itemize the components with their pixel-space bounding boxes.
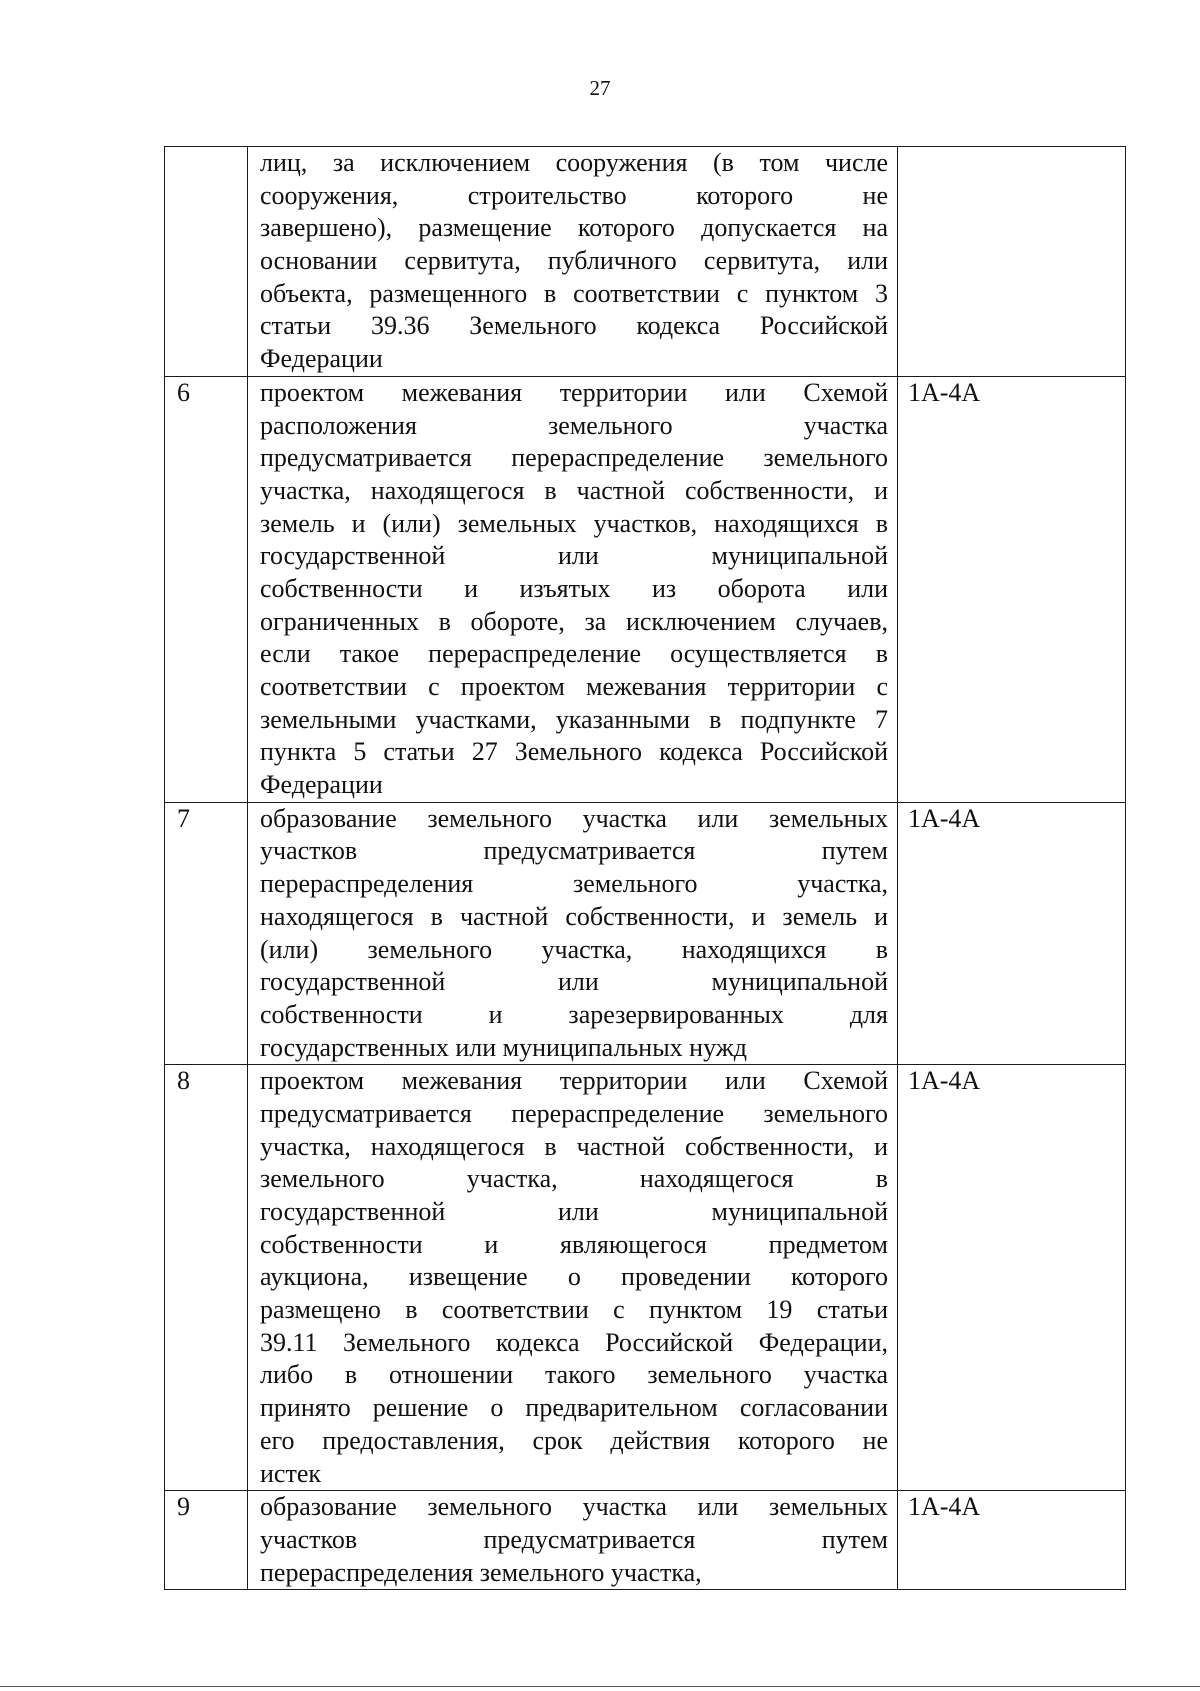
description-line: образование земельного участка или земельных: [260, 1492, 888, 1522]
description-line: государственных или муниципальных нужд: [260, 1032, 747, 1062]
description-line: проектом межевания территории или Схемой: [260, 377, 888, 407]
table-row: [165, 147, 1126, 377]
description-line: его предоставления, срок действия которого не: [260, 1425, 888, 1455]
description-line: собственности и изъятых из оборота или: [260, 573, 888, 603]
description-line: участков предусматривается путем: [260, 1524, 888, 1554]
description-line: сооружения, строительство которого не: [260, 180, 888, 210]
description-line: лиц, за исключением сооружения (в том числе: [260, 148, 888, 177]
description-line: земельными участками, указанными в подпункте 7: [260, 704, 888, 734]
description-line: перераспределения земельного участка,: [260, 1557, 702, 1587]
description-line: государственной или муниципальной: [260, 1197, 888, 1226]
row-number-cell: [165, 802, 248, 1065]
description-line: завершено), размещение которого допускается на: [260, 213, 888, 243]
table-body: [165, 147, 1126, 1590]
document-table: [164, 146, 1126, 1590]
row-code: 1А-4А: [908, 803, 981, 833]
description-line: объекта, размещенного в соответствии с пунктом 3: [260, 278, 888, 308]
table-row: [165, 376, 1126, 802]
description-line: перераспределения земельного участка,: [260, 869, 888, 899]
row-number-cell: [165, 1491, 248, 1590]
description-line: (или) земельного участка, находящихся в: [260, 934, 888, 964]
description-line: государственной или муниципальной: [260, 541, 888, 571]
row-description-cell: [248, 1491, 898, 1590]
row-code: 1А-4А: [908, 377, 981, 407]
row-number: 6: [177, 377, 190, 407]
row-code-cell: [898, 147, 1126, 377]
table-row: [165, 1491, 1126, 1590]
table-row: [165, 1065, 1126, 1491]
description-line: участка, находящегося в частной собственности, и: [260, 475, 888, 505]
row-code-cell: [898, 1491, 1126, 1590]
row-description-cell: [248, 1065, 898, 1491]
row-code-cell: [898, 802, 1126, 1065]
scan-edge-line: [0, 1686, 1200, 1687]
description-line: находящегося в частной собственности, и земель и: [260, 901, 888, 931]
row-number: 8: [177, 1066, 190, 1096]
description-line: соответствии с проектом межевания территории с: [260, 672, 888, 701]
description-line: проектом межевания территории или Схемой: [260, 1066, 888, 1096]
description-line: государственной или муниципальной: [260, 967, 888, 997]
table-row: [165, 802, 1126, 1065]
description-line: аукциона, извещение о проведении которого: [260, 1262, 888, 1292]
description-line: расположения земельного участка: [260, 410, 888, 440]
row-description-cell: [248, 147, 898, 377]
row-number-cell: [165, 376, 248, 802]
description-line: размещено в соответствии с пунктом 19 статьи: [260, 1295, 888, 1325]
description-line: принято решение о предварительном согласовании: [260, 1393, 888, 1423]
description-line: основании сервитута, публичного сервитута, или: [260, 246, 888, 276]
description-line: предусматривается перераспределение земельного: [260, 443, 888, 473]
description-line: участка, находящегося в частной собственности, и: [260, 1131, 888, 1161]
description-line: ограниченных в обороте, за исключением случаев,: [260, 606, 888, 636]
description-line: предусматривается перераспределение земельного: [260, 1098, 888, 1128]
description-line: статьи 39.36 Земельного кодекса Российской: [260, 311, 888, 341]
description-line: если такое перераспределение осуществляется в: [260, 639, 888, 669]
row-number: 7: [177, 803, 190, 833]
description-line: земельного участка, находящегося в: [260, 1164, 888, 1194]
row-code-cell: [898, 1065, 1126, 1491]
description-line: Федерации: [260, 344, 383, 374]
row-code: 1А-4А: [908, 1492, 981, 1522]
description-line: образование земельного участка или земельных: [260, 803, 888, 833]
row-code: [908, 147, 1125, 180]
description-line: 39.11 Земельного кодекса Российской Федерации,: [260, 1327, 888, 1357]
row-number: 9: [177, 1492, 190, 1522]
row-code-cell: [898, 376, 1126, 802]
description-line: Федерации: [260, 770, 383, 800]
description-line: собственности и зарезервированных для: [260, 999, 888, 1029]
description-line: участков предусматривается путем: [260, 836, 888, 866]
description-line: пункта 5 статьи 27 Земельного кодекса Российской: [260, 737, 888, 767]
description-line: земель и (или) земельных участков, находящихся в: [260, 508, 888, 538]
row-number-cell: [165, 1065, 248, 1491]
description-line: истек: [260, 1458, 321, 1488]
description-line: собственности и являющегося предметом: [260, 1229, 888, 1259]
row-code: 1А-4А: [908, 1066, 981, 1096]
row-number: [177, 147, 247, 180]
page-number: 27: [589, 76, 611, 100]
row-number-cell: [165, 147, 248, 377]
row-description-cell: [248, 802, 898, 1065]
row-description-cell: [248, 376, 898, 802]
description-line: либо в отношении такого земельного участка: [260, 1360, 888, 1390]
